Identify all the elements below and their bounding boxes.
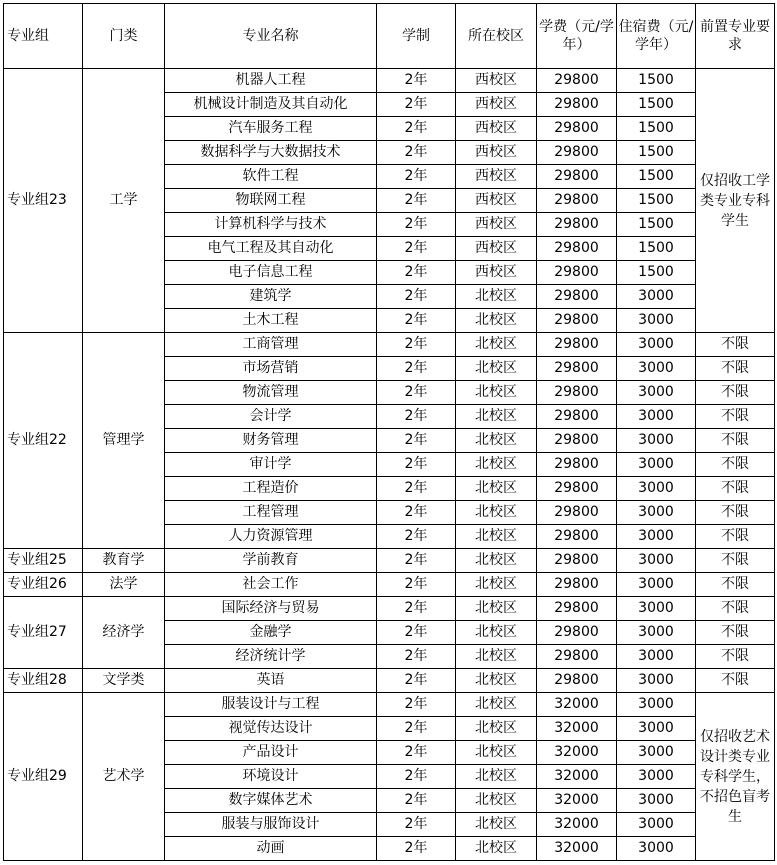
duration-cell: 2年 xyxy=(377,765,456,789)
group-name-cell: 专业组25 xyxy=(4,549,83,573)
duration-cell: 2年 xyxy=(377,477,456,501)
group-name-cell: 专业组23 xyxy=(4,69,83,333)
duration-cell: 2年 xyxy=(377,453,456,477)
major-cell: 工程管理 xyxy=(165,501,377,525)
major-cell: 社会工作 xyxy=(165,573,377,597)
table-body xyxy=(4,69,775,861)
requirement-cell: 不限 xyxy=(696,405,775,429)
campus-cell: 北校区 xyxy=(456,525,537,549)
tuition-cell: 29800 xyxy=(537,453,617,477)
campus-cell: 北校区 xyxy=(456,765,537,789)
campus-cell: 北校区 xyxy=(456,549,537,573)
header-campus: 所在校区 xyxy=(456,4,537,69)
major-cell: 机械设计制造及其自动化 xyxy=(165,93,377,117)
duration-cell: 2年 xyxy=(377,165,456,189)
requirement-cell: 不限 xyxy=(696,669,775,693)
dorm-cell: 3000 xyxy=(617,765,696,789)
duration-cell: 2年 xyxy=(377,261,456,285)
tuition-cell: 29800 xyxy=(537,261,617,285)
dorm-cell: 3000 xyxy=(617,693,696,717)
dorm-cell: 3000 xyxy=(617,285,696,309)
tuition-cell: 29800 xyxy=(537,669,617,693)
major-cell: 审计学 xyxy=(165,453,377,477)
campus-cell: 北校区 xyxy=(456,477,537,501)
dorm-cell: 3000 xyxy=(617,669,696,693)
header-row xyxy=(4,4,775,69)
dorm-cell: 3000 xyxy=(617,309,696,333)
category-cell: 法学 xyxy=(83,573,165,597)
header-requirement: 前置专业要求 xyxy=(696,4,775,69)
major-cell: 机器人工程 xyxy=(165,69,377,93)
duration-cell: 2年 xyxy=(377,837,456,861)
dorm-cell: 3000 xyxy=(617,357,696,381)
duration-cell: 2年 xyxy=(377,645,456,669)
tuition-cell: 29800 xyxy=(537,333,617,357)
duration-cell: 2年 xyxy=(377,741,456,765)
requirement-cell: 仅招收工学类专业专科学生 xyxy=(696,69,775,333)
duration-cell: 2年 xyxy=(377,573,456,597)
table-row xyxy=(4,333,775,357)
tuition-cell: 32000 xyxy=(537,717,617,741)
campus-cell: 北校区 xyxy=(456,573,537,597)
requirement-cell: 不限 xyxy=(696,525,775,549)
tuition-cell: 29800 xyxy=(537,93,617,117)
major-cell: 经济统计学 xyxy=(165,645,377,669)
tuition-cell: 29800 xyxy=(537,477,617,501)
major-cell: 土木工程 xyxy=(165,309,377,333)
dorm-cell: 1500 xyxy=(617,237,696,261)
major-cell: 数据科学与大数据技术 xyxy=(165,141,377,165)
major-cell: 工商管理 xyxy=(165,333,377,357)
campus-cell: 西校区 xyxy=(456,141,537,165)
major-cell: 产品设计 xyxy=(165,741,377,765)
campus-cell: 北校区 xyxy=(456,357,537,381)
tuition-cell: 29800 xyxy=(537,189,617,213)
duration-cell: 2年 xyxy=(377,357,456,381)
dorm-cell: 1500 xyxy=(617,93,696,117)
duration-cell: 2年 xyxy=(377,285,456,309)
tuition-cell: 29800 xyxy=(537,69,617,93)
major-cell: 软件工程 xyxy=(165,165,377,189)
dorm-cell: 1500 xyxy=(617,213,696,237)
requirement-cell: 不限 xyxy=(696,501,775,525)
dorm-cell: 3000 xyxy=(617,525,696,549)
major-cell: 计算机科学与技术 xyxy=(165,213,377,237)
campus-cell: 北校区 xyxy=(456,381,537,405)
duration-cell: 2年 xyxy=(377,789,456,813)
requirement-cell: 不限 xyxy=(696,453,775,477)
tuition-cell: 29800 xyxy=(537,525,617,549)
major-cell: 动画 xyxy=(165,837,377,861)
duration-cell: 2年 xyxy=(377,309,456,333)
campus-cell: 北校区 xyxy=(456,645,537,669)
header-tuition: 学费（元/学年） xyxy=(537,4,617,69)
major-cell: 国际经济与贸易 xyxy=(165,597,377,621)
dorm-cell: 3000 xyxy=(617,405,696,429)
duration-cell: 2年 xyxy=(377,525,456,549)
campus-cell: 北校区 xyxy=(456,741,537,765)
dorm-cell: 3000 xyxy=(617,621,696,645)
dorm-cell: 3000 xyxy=(617,645,696,669)
group-name-cell: 专业组26 xyxy=(4,573,83,597)
campus-cell: 北校区 xyxy=(456,453,537,477)
tuition-cell: 29800 xyxy=(537,165,617,189)
duration-cell: 2年 xyxy=(377,333,456,357)
dorm-cell: 3000 xyxy=(617,501,696,525)
dorm-cell: 3000 xyxy=(617,453,696,477)
major-cell: 电子信息工程 xyxy=(165,261,377,285)
duration-cell: 2年 xyxy=(377,69,456,93)
header-category: 门类 xyxy=(83,4,165,69)
major-cell: 学前教育 xyxy=(165,549,377,573)
major-cell: 会计学 xyxy=(165,405,377,429)
requirement-cell: 不限 xyxy=(696,549,775,573)
duration-cell: 2年 xyxy=(377,813,456,837)
campus-cell: 北校区 xyxy=(456,813,537,837)
tuition-cell: 29800 xyxy=(537,405,617,429)
dorm-cell: 1500 xyxy=(617,189,696,213)
major-cell: 视觉传达设计 xyxy=(165,717,377,741)
dorm-cell: 3000 xyxy=(617,429,696,453)
tuition-cell: 32000 xyxy=(537,765,617,789)
dorm-cell: 3000 xyxy=(617,381,696,405)
tuition-cell: 29800 xyxy=(537,141,617,165)
requirement-cell: 仅招收艺术设计类专业专科学生，不招色盲考生 xyxy=(696,693,775,861)
duration-cell: 2年 xyxy=(377,693,456,717)
group-name-cell: 专业组29 xyxy=(4,693,83,861)
campus-cell: 北校区 xyxy=(456,717,537,741)
dorm-cell: 3000 xyxy=(617,789,696,813)
category-cell: 管理学 xyxy=(83,333,165,549)
tuition-cell: 32000 xyxy=(537,789,617,813)
majors-table xyxy=(3,3,775,861)
dorm-cell: 1500 xyxy=(617,117,696,141)
campus-cell: 北校区 xyxy=(456,501,537,525)
dorm-cell: 3000 xyxy=(617,741,696,765)
tuition-cell: 29800 xyxy=(537,597,617,621)
requirement-cell: 不限 xyxy=(696,357,775,381)
campus-cell: 北校区 xyxy=(456,309,537,333)
duration-cell: 2年 xyxy=(377,141,456,165)
tuition-cell: 32000 xyxy=(537,741,617,765)
header-dorm: 住宿费（元/学年） xyxy=(617,4,696,69)
tuition-cell: 29800 xyxy=(537,429,617,453)
table-row xyxy=(4,669,775,693)
tuition-cell: 29800 xyxy=(537,501,617,525)
category-cell: 经济学 xyxy=(83,597,165,669)
duration-cell: 2年 xyxy=(377,429,456,453)
requirement-cell: 不限 xyxy=(696,333,775,357)
tuition-cell: 32000 xyxy=(537,813,617,837)
duration-cell: 2年 xyxy=(377,549,456,573)
duration-cell: 2年 xyxy=(377,381,456,405)
group-name-cell: 专业组22 xyxy=(4,333,83,549)
campus-cell: 西校区 xyxy=(456,237,537,261)
major-cell: 服装与服饰设计 xyxy=(165,813,377,837)
campus-cell: 西校区 xyxy=(456,213,537,237)
table-row xyxy=(4,597,775,621)
tuition-cell: 29800 xyxy=(537,573,617,597)
duration-cell: 2年 xyxy=(377,669,456,693)
dorm-cell: 3000 xyxy=(617,813,696,837)
dorm-cell: 1500 xyxy=(617,141,696,165)
dorm-cell: 3000 xyxy=(617,717,696,741)
major-cell: 服装设计与工程 xyxy=(165,693,377,717)
campus-cell: 北校区 xyxy=(456,789,537,813)
category-cell: 教育学 xyxy=(83,549,165,573)
tuition-cell: 29800 xyxy=(537,285,617,309)
campus-cell: 北校区 xyxy=(456,597,537,621)
campus-cell: 北校区 xyxy=(456,669,537,693)
dorm-cell: 3000 xyxy=(617,573,696,597)
tuition-cell: 32000 xyxy=(537,693,617,717)
tuition-cell: 29800 xyxy=(537,549,617,573)
table-row xyxy=(4,69,775,93)
tuition-cell: 29800 xyxy=(537,213,617,237)
requirement-cell: 不限 xyxy=(696,597,775,621)
campus-cell: 西校区 xyxy=(456,189,537,213)
tuition-cell: 29800 xyxy=(537,621,617,645)
header-group: 专业组 xyxy=(4,4,83,69)
dorm-cell: 3000 xyxy=(617,549,696,573)
table-row xyxy=(4,693,775,717)
campus-cell: 北校区 xyxy=(456,285,537,309)
major-cell: 工程造价 xyxy=(165,477,377,501)
tuition-cell: 32000 xyxy=(537,837,617,861)
header-major: 专业名称 xyxy=(165,4,377,69)
campus-cell: 北校区 xyxy=(456,405,537,429)
dorm-cell: 3000 xyxy=(617,477,696,501)
major-cell: 市场营销 xyxy=(165,357,377,381)
major-cell: 数字媒体艺术 xyxy=(165,789,377,813)
requirement-cell: 不限 xyxy=(696,477,775,501)
duration-cell: 2年 xyxy=(377,189,456,213)
requirement-cell: 不限 xyxy=(696,573,775,597)
tuition-cell: 29800 xyxy=(537,381,617,405)
campus-cell: 北校区 xyxy=(456,837,537,861)
duration-cell: 2年 xyxy=(377,597,456,621)
category-cell: 文学类 xyxy=(83,669,165,693)
requirement-cell: 不限 xyxy=(696,381,775,405)
duration-cell: 2年 xyxy=(377,117,456,141)
group-name-cell: 专业组27 xyxy=(4,597,83,669)
dorm-cell: 1500 xyxy=(617,261,696,285)
dorm-cell: 3000 xyxy=(617,597,696,621)
duration-cell: 2年 xyxy=(377,93,456,117)
group-name-cell: 专业组28 xyxy=(4,669,83,693)
header-duration: 学制 xyxy=(377,4,456,69)
major-cell: 电气工程及其自动化 xyxy=(165,237,377,261)
duration-cell: 2年 xyxy=(377,237,456,261)
campus-cell: 北校区 xyxy=(456,693,537,717)
dorm-cell: 1500 xyxy=(617,165,696,189)
major-cell: 环境设计 xyxy=(165,765,377,789)
major-cell: 财务管理 xyxy=(165,429,377,453)
campus-cell: 西校区 xyxy=(456,69,537,93)
dorm-cell: 1500 xyxy=(617,69,696,93)
duration-cell: 2年 xyxy=(377,405,456,429)
requirement-cell: 不限 xyxy=(696,429,775,453)
major-cell: 物联网工程 xyxy=(165,189,377,213)
duration-cell: 2年 xyxy=(377,213,456,237)
campus-cell: 北校区 xyxy=(456,429,537,453)
category-cell: 艺术学 xyxy=(83,693,165,861)
dorm-cell: 3000 xyxy=(617,333,696,357)
major-cell: 汽车服务工程 xyxy=(165,117,377,141)
major-cell: 金融学 xyxy=(165,621,377,645)
major-cell: 物流管理 xyxy=(165,381,377,405)
tuition-cell: 29800 xyxy=(537,357,617,381)
category-cell: 工学 xyxy=(83,69,165,333)
tuition-cell: 29800 xyxy=(537,645,617,669)
requirement-cell: 不限 xyxy=(696,621,775,645)
tuition-cell: 29800 xyxy=(537,309,617,333)
requirement-cell: 不限 xyxy=(696,645,775,669)
duration-cell: 2年 xyxy=(377,501,456,525)
major-cell: 英语 xyxy=(165,669,377,693)
major-cell: 建筑学 xyxy=(165,285,377,309)
dorm-cell: 3000 xyxy=(617,837,696,861)
tuition-cell: 29800 xyxy=(537,117,617,141)
campus-cell: 西校区 xyxy=(456,261,537,285)
campus-cell: 北校区 xyxy=(456,621,537,645)
tuition-cell: 29800 xyxy=(537,237,617,261)
duration-cell: 2年 xyxy=(377,717,456,741)
campus-cell: 西校区 xyxy=(456,165,537,189)
campus-cell: 西校区 xyxy=(456,117,537,141)
table-row xyxy=(4,573,775,597)
table-row xyxy=(4,549,775,573)
major-cell: 人力资源管理 xyxy=(165,525,377,549)
campus-cell: 北校区 xyxy=(456,333,537,357)
duration-cell: 2年 xyxy=(377,621,456,645)
campus-cell: 西校区 xyxy=(456,93,537,117)
